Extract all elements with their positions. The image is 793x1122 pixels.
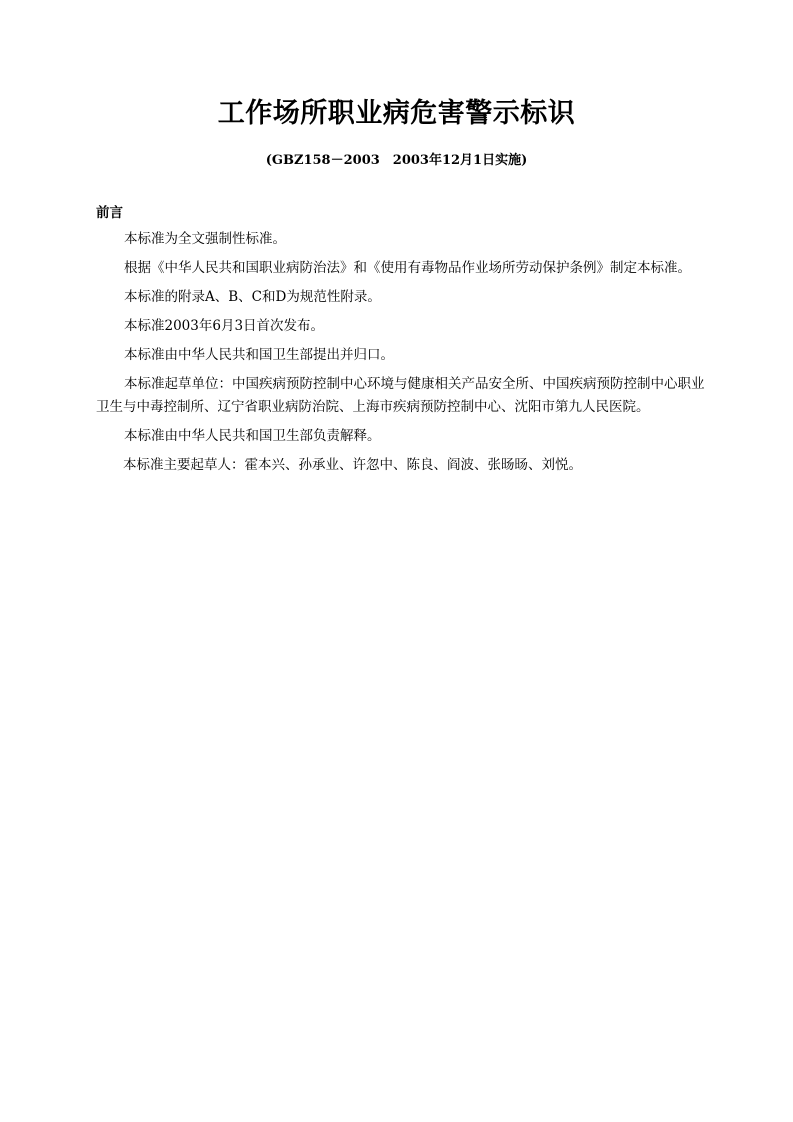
foreword-paragraph: 本标准2003年6月3日首次发布。	[124, 318, 325, 334]
foreword-paragraph: 本标准的附录A、B、C和D为规范性附录。	[124, 289, 381, 305]
foreword-paragraph: 本标准起草单位：中国疾病预防控制中心环境与健康相关产品安全所、中国疾病预防控制中心职业卫生与中毒控制所、辽宁省职业病防治院、上海市疾病预防控制中心、沈阳市第九人民医院。	[96, 376, 705, 415]
foreword-body	[96, 228, 716, 483]
foreword-paragraph: 本标准主要起草人：霍本兴、孙承业、许忽中、陈良、阎波、张旸旸、刘悦。	[123, 457, 582, 473]
document-title: 工作场所职业病危害警示标识	[217, 98, 576, 129]
foreword-paragraph: 本标准由中华人民共和国卫生部负责解释。	[124, 428, 381, 444]
foreword-heading: 前言	[96, 205, 123, 221]
foreword-paragraph: 根据《中华人民共和国职业病防治法》和《使用有毒物品作业场所劳动保护条例》制定本标准。	[124, 260, 691, 276]
document-subtitle: (GBZ158－2003 2003年12月1日实施)	[265, 153, 528, 168]
foreword-paragraph: 本标准为全文强制性标准。	[124, 231, 286, 247]
foreword-paragraph: 本标准由中华人民共和国卫生部提出并归口。	[124, 347, 394, 363]
